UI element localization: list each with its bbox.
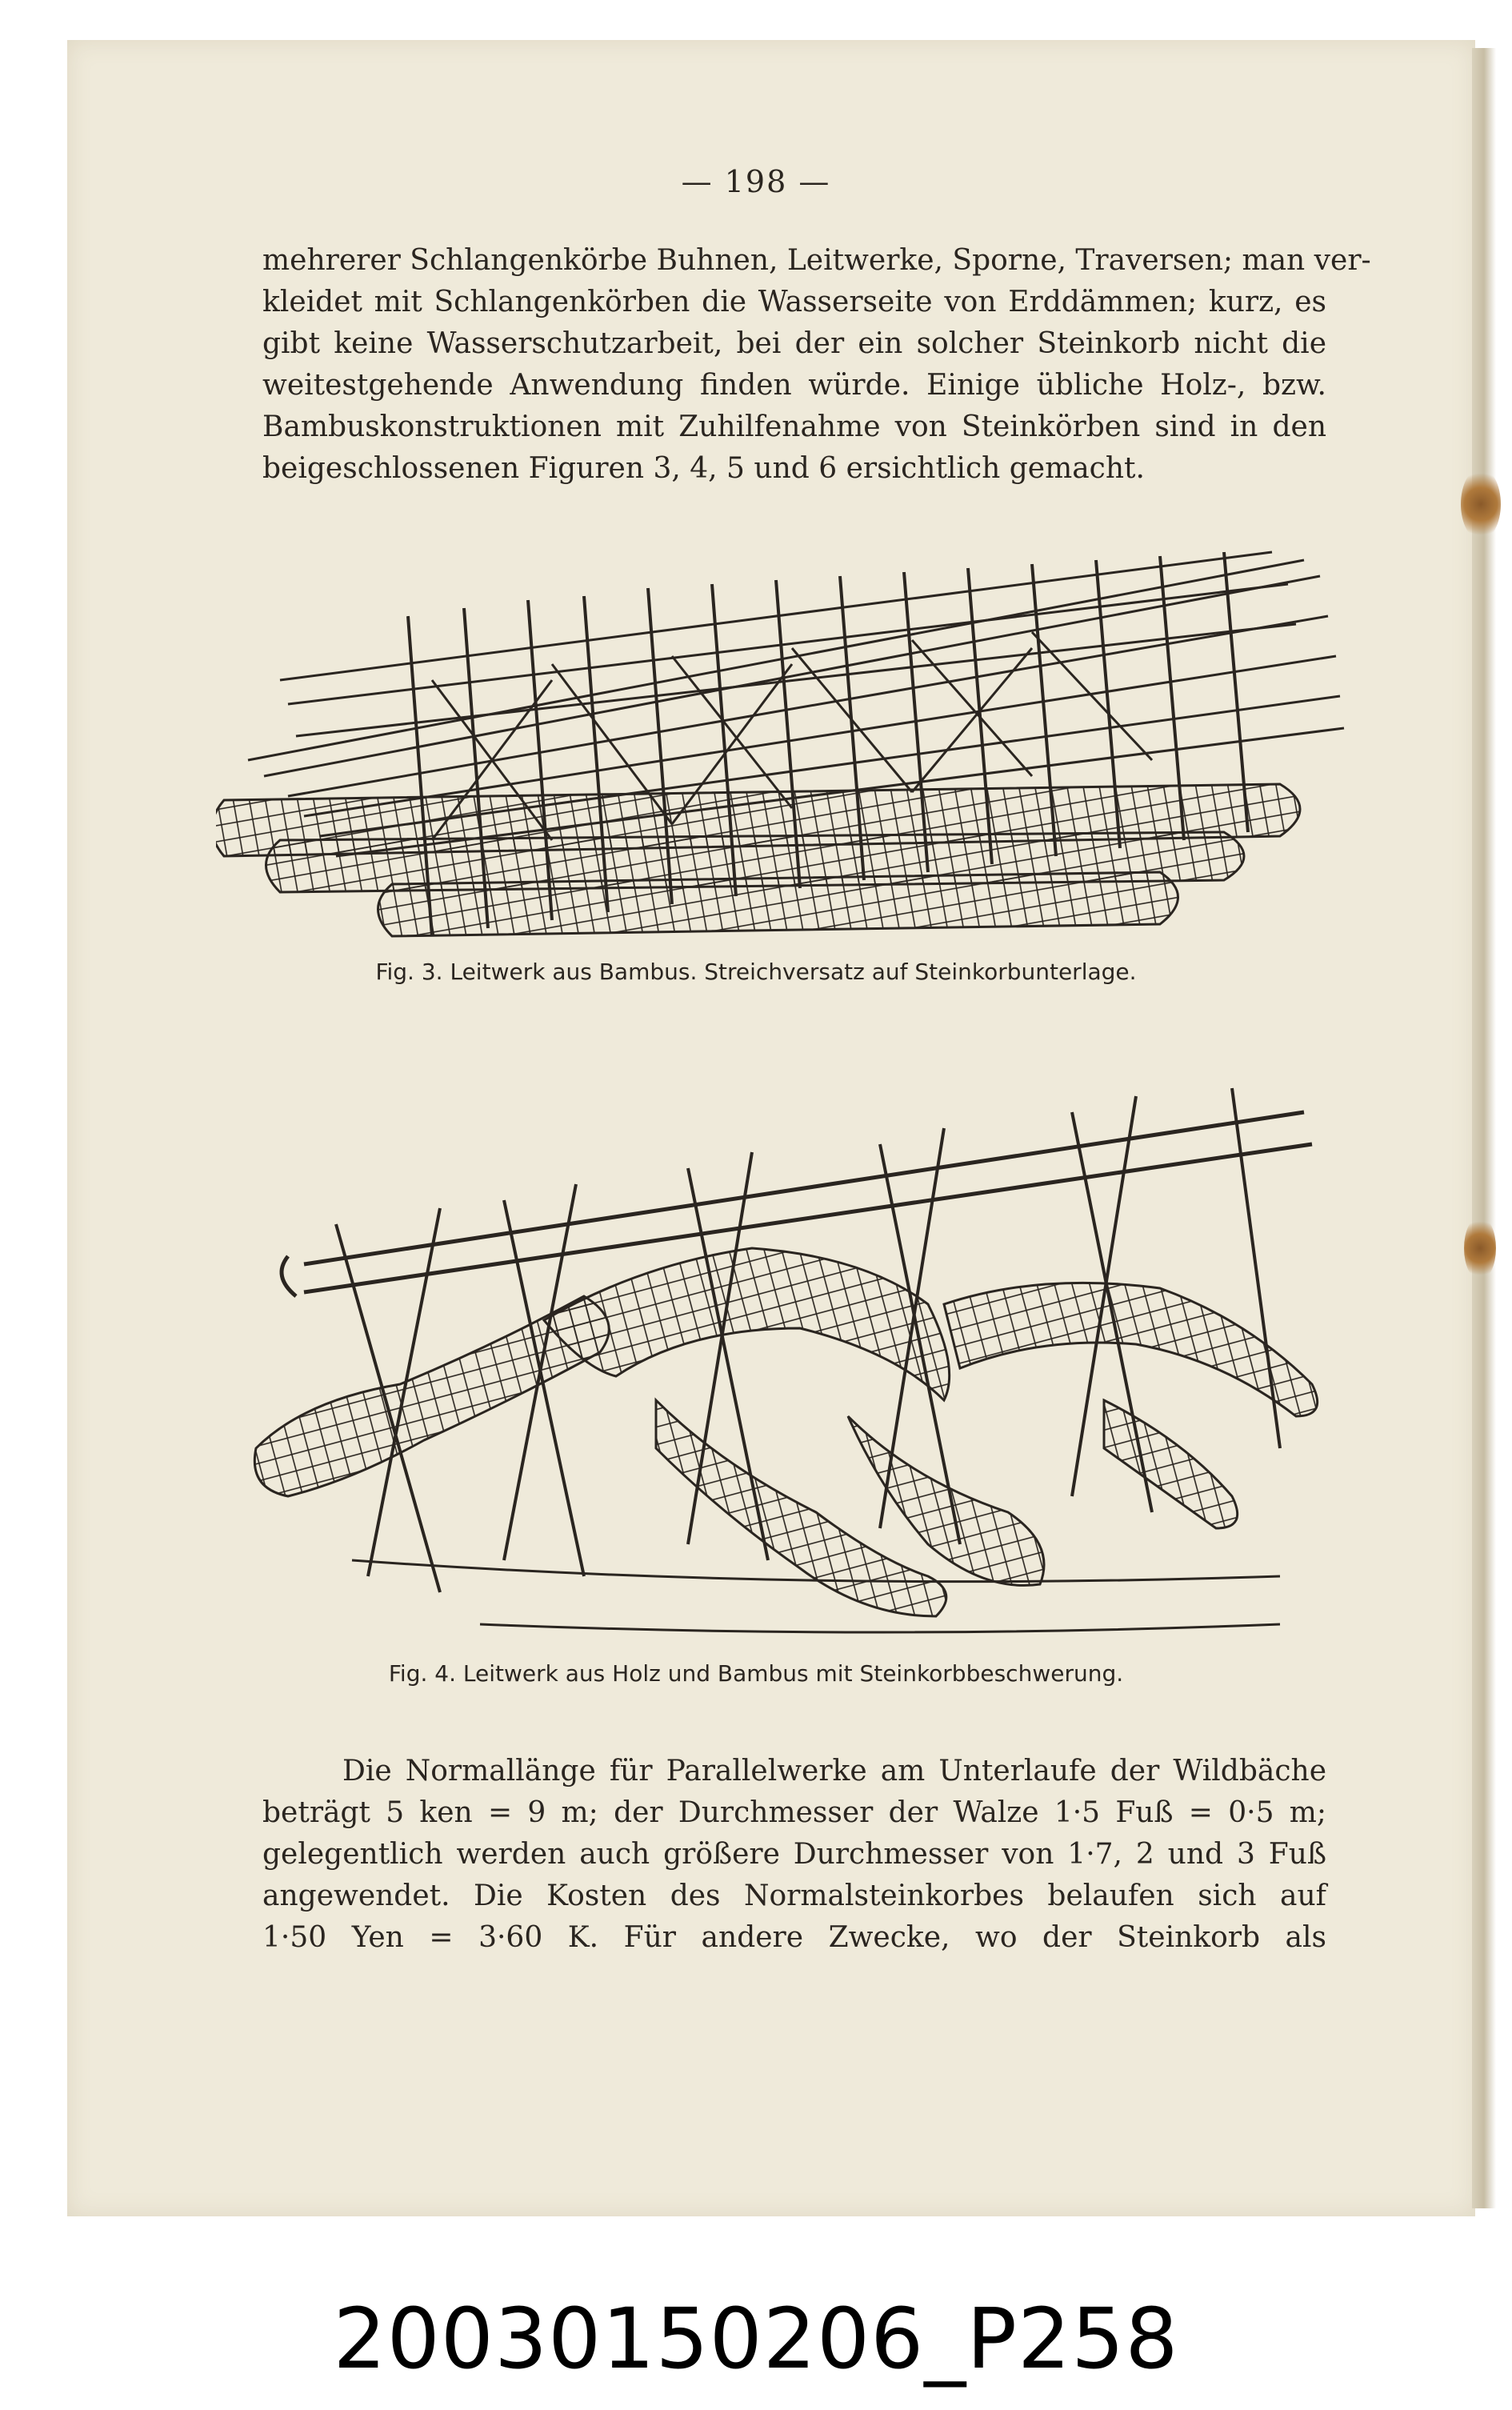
figure-3-caption: Fig. 3. Leitwerk aus Bambus. Streichversatz auf Steinkorbunterlage. [375, 959, 1137, 985]
text-line: beigeschlossenen Figuren 3, 4, 5 und 6 ersichtlich gemacht. [262, 452, 1145, 485]
text-line: Bambuskonstruktionen mit Zuhilfenahme von Steinkörben sind in den [262, 410, 1326, 443]
page-number: — 198 — [681, 164, 831, 199]
paragraph-bottom [262, 1751, 1326, 1959]
text-line: kleidet mit Schlangenkörben die Wasserseite von Erddämmen; kurz, es [262, 286, 1326, 318]
figure-3-illustration [216, 520, 1368, 968]
text-line: beträgt 5 ken = 9 m; der Durchmesser der Walze 1·5 Fuß = 0·5 m; [262, 1796, 1326, 1829]
paragraph-top [262, 240, 1371, 490]
text-line: weitestgehende Anwendung finden würde. Einige übliche Holz-, bzw. [262, 369, 1326, 402]
text-line: gibt keine Wasserschutzarbeit, bei der ein solcher Steinkorb nicht die [262, 327, 1326, 360]
archive-id-label: 20030150206_P258 [333, 2290, 1179, 2388]
figure-4-caption: Fig. 4. Leitwerk aus Holz und Bambus mit Steinkorbbeschwerung. [388, 1660, 1124, 1687]
text-line: angewendet. Die Kosten des Normalsteinkorbes belaufen sich auf [262, 1880, 1326, 1912]
text-line: 1·50 Yen = 3·60 K. Für andere Zwecke, wo der Steinkorb als [262, 1921, 1326, 1954]
page-edge [1472, 48, 1496, 2208]
text-line: Die Normallänge für Parallelwerke am Unterlaufe der Wildbäche [342, 1755, 1326, 1787]
stain-mark [1464, 1216, 1496, 1280]
text-line: mehrerer Schlangenkörbe Buhnen, Leitwerke, Sporne, Traversen; man ver- [262, 244, 1371, 277]
figure-4-illustration [240, 1064, 1360, 1640]
text-line: gelegentlich werden auch größere Durchmesser von 1·7, 2 und 3 Fuß [262, 1838, 1326, 1871]
stain-mark [1461, 468, 1501, 540]
